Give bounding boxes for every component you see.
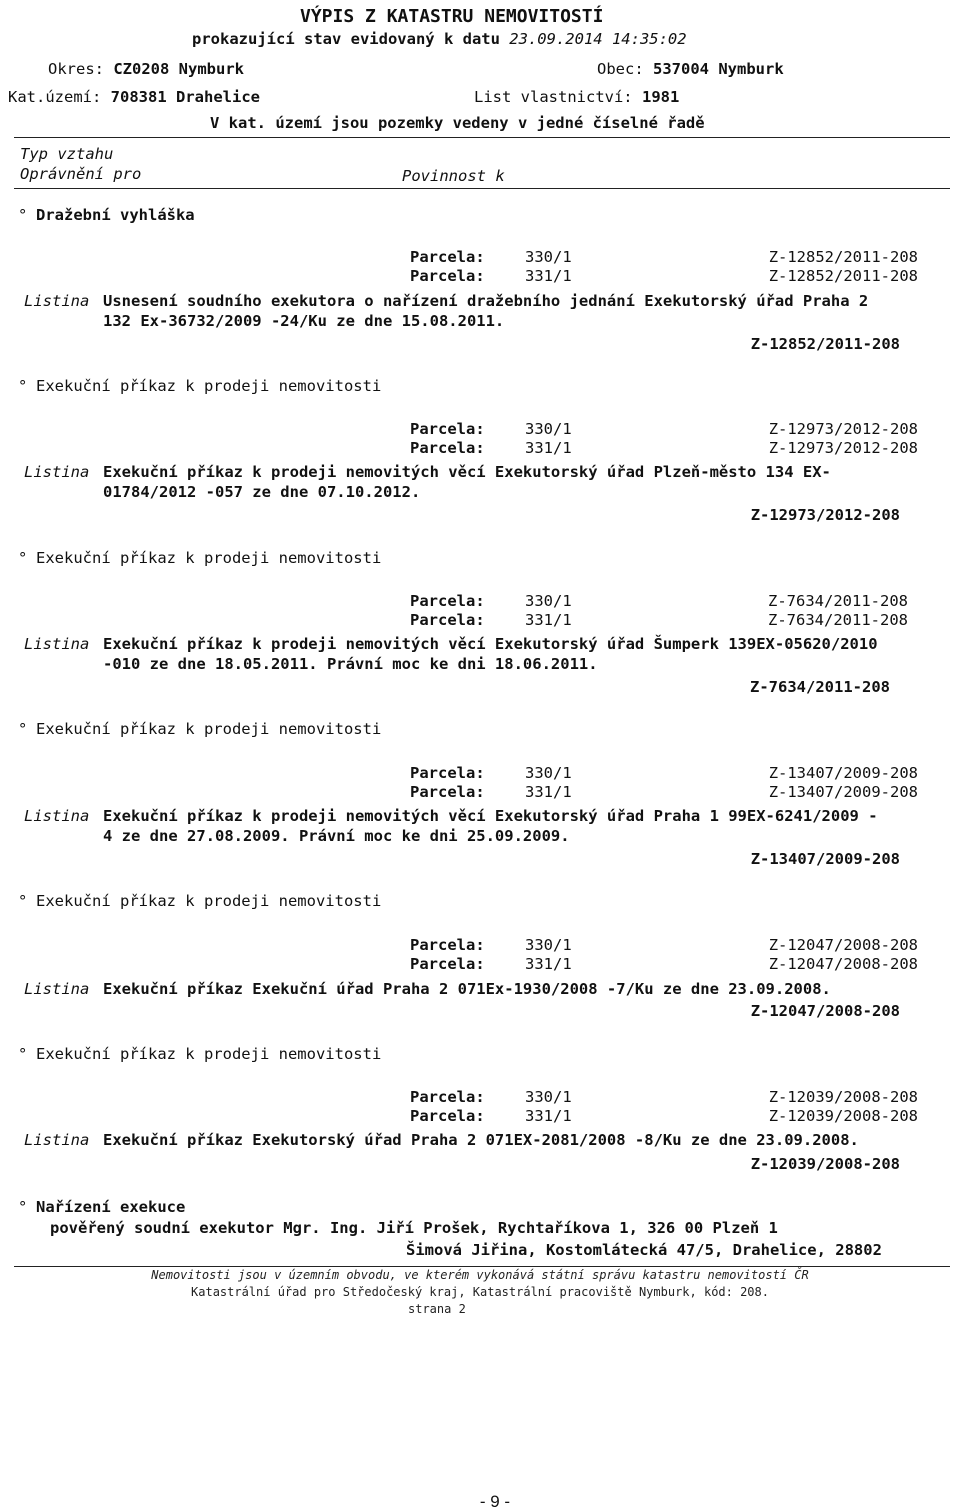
- listina-ref: Z-12852/2011-208: [750, 335, 900, 353]
- document-subtitle: [192, 30, 687, 48]
- katuzemi-value: 708381 Drahelice: [110, 88, 260, 106]
- parcel-label: Parcela:: [410, 439, 485, 457]
- obec-value: 537004 Nymburk: [653, 60, 784, 78]
- parcel-ref: Z-12047/2008-208: [768, 936, 918, 954]
- column-typ-vztahu: Typ vztahu: [20, 145, 114, 163]
- parcel-label: Parcela:: [410, 1088, 485, 1106]
- footer-rule: [14, 1266, 950, 1267]
- parcel-ref: Z-12973/2012-208: [768, 439, 918, 457]
- obligor-line: Šimová Jiřina, Kostomlátecká 47/5, Drahelice, 28802: [406, 1241, 882, 1259]
- parcel-number: 330/1: [525, 764, 572, 782]
- listina-label: Listina: [24, 635, 90, 653]
- header-rule: [14, 137, 950, 138]
- katuzemi-field: [8, 88, 260, 106]
- parcel-label: Parcela:: [410, 955, 485, 973]
- executor-line: pověřený soudní exekutor Mgr. Ing. Jiří Prošek, Rychtaříkova 1, 326 00 Plzeň 1: [50, 1219, 778, 1237]
- parcel-number: 330/1: [525, 420, 572, 438]
- listina-ref: Z-7634/2011-208: [750, 678, 890, 696]
- subtitle-date: 23.09.2014 14:35:02: [509, 30, 687, 48]
- listina-text-line: 4 ze dne 27.08.2009. Právní moc ke dni 25.09.2009.: [103, 827, 570, 845]
- okres-value: CZ0208 Nymburk: [113, 60, 244, 78]
- listina-text-line: Exekuční příkaz Exekuční úřad Praha 2 071Ex-1930/2008 -7/Ku ze dne 23.09.2008.: [103, 980, 831, 998]
- parcel-number: 331/1: [525, 1107, 572, 1125]
- bullet-icon: °: [18, 892, 28, 910]
- parcel-ref: Z-12047/2008-208: [768, 955, 918, 973]
- document-title: VÝPIS Z KATASTRU NEMOVITOSTÍ: [300, 6, 604, 27]
- listina-ref: Z-12039/2008-208: [750, 1155, 900, 1173]
- columns-rule: [14, 188, 950, 189]
- parcel-label: Parcela:: [410, 764, 485, 782]
- listina-ref: Z-12047/2008-208: [750, 1002, 900, 1020]
- parcel-ref: Z-7634/2011-208: [768, 611, 908, 629]
- parcel-label: Parcela:: [410, 1107, 485, 1125]
- subtitle-label: prokazující stav evidovaný k datu: [192, 30, 500, 48]
- obec-label: Obec:: [597, 60, 644, 78]
- entry-title: Exekuční příkaz k prodeji nemovitosti: [36, 720, 382, 738]
- bullet-icon: °: [18, 1045, 28, 1063]
- footer-line: Nemovitosti jsou v územním obvodu, ve kterém vykonává státní správu katastru nemovitostí ČR: [151, 1268, 809, 1282]
- parcel-ref: Z-13407/2009-208: [768, 783, 918, 801]
- parcel-ref: Z-7634/2011-208: [768, 592, 908, 610]
- parcel-ref: Z-13407/2009-208: [768, 764, 918, 782]
- obec-field: [597, 60, 784, 78]
- listina-text-line: -010 ze dne 18.05.2011. Právní moc ke dni 18.06.2011.: [103, 655, 598, 673]
- parcel-label: Parcela:: [410, 592, 485, 610]
- entry-title: Exekuční příkaz k prodeji nemovitosti: [36, 549, 382, 567]
- bullet-icon: °: [18, 377, 28, 395]
- listina-label: Listina: [24, 980, 90, 998]
- parcel-number: 331/1: [525, 783, 572, 801]
- okres-label: Okres:: [48, 60, 104, 78]
- column-povinnost-k: Povinnost k: [402, 167, 505, 185]
- bullet-icon: °: [18, 549, 28, 567]
- listina-text-line: 132 Ex-36732/2009 -24/Ku ze dne 15.08.2011.: [103, 312, 505, 330]
- listina-label: Listina: [24, 1131, 90, 1149]
- page-number: - 9 -: [479, 1492, 511, 1511]
- entry-title: Nařízení exekuce: [36, 1198, 186, 1216]
- katuzemi-label: Kat.území:: [8, 88, 102, 106]
- list-field: [474, 88, 679, 106]
- parcel-label: Parcela:: [410, 611, 485, 629]
- parcel-label: Parcela:: [410, 267, 485, 285]
- parcel-ref: Z-12852/2011-208: [768, 248, 918, 266]
- parcel-label: Parcela:: [410, 936, 485, 954]
- parcel-number: 330/1: [525, 936, 572, 954]
- parcel-ref: Z-12973/2012-208: [768, 420, 918, 438]
- column-opravneni-pro: Oprávnění pro: [20, 165, 142, 183]
- listina-ref: Z-12973/2012-208: [750, 506, 900, 524]
- entry-title: Dražební vyhláška: [36, 206, 195, 224]
- footer-line: Katastrální úřad pro Středočeský kraj, Katastrální pracoviště Nymburk, kód: 208.: [191, 1285, 769, 1299]
- entry-title: Exekuční příkaz k prodeji nemovitosti: [36, 892, 382, 910]
- parcel-ref: Z-12852/2011-208: [768, 267, 918, 285]
- parcel-number: 331/1: [525, 955, 572, 973]
- parcel-series-note: V kat. území jsou pozemky vedeny v jedné číselné řadě: [210, 114, 705, 132]
- listina-label: Listina: [24, 292, 90, 310]
- listina-text-line: Usnesení soudního exekutora o nařízení dražebního jednání Exekutorský úřad Praha 2: [103, 292, 869, 310]
- listina-text-line: Exekuční příkaz k prodeji nemovitých věcí Exekutorský úřad Plzeň-město 134 EX-: [103, 463, 831, 481]
- footer-page-label: strana 2: [408, 1302, 466, 1316]
- parcel-ref: Z-12039/2008-208: [768, 1107, 918, 1125]
- parcel-ref: Z-12039/2008-208: [768, 1088, 918, 1106]
- parcel-label: Parcela:: [410, 420, 485, 438]
- bullet-icon: °: [18, 206, 28, 224]
- bullet-icon: °: [18, 720, 28, 738]
- listina-text-line: Exekuční příkaz Exekutorský úřad Praha 2 071EX-2081/2008 -8/Ku ze dne 23.09.2008.: [103, 1131, 859, 1149]
- okres-field: [48, 60, 244, 78]
- parcel-label: Parcela:: [410, 248, 485, 266]
- list-value: 1981: [641, 88, 680, 106]
- entry-title: Exekuční příkaz k prodeji nemovitosti: [36, 1045, 382, 1063]
- parcel-number: 330/1: [525, 248, 572, 266]
- listina-text-line: 01784/2012 -057 ze dne 07.10.2012.: [103, 483, 421, 501]
- listina-text-line: Exekuční příkaz k prodeji nemovitých věcí Exekutorský úřad Praha 1 99EX-6241/2009 -: [103, 807, 878, 825]
- list-label: List vlastnictví:: [474, 88, 633, 106]
- parcel-number: 331/1: [525, 267, 572, 285]
- listina-ref: Z-13407/2009-208: [750, 850, 900, 868]
- listina-label: Listina: [24, 807, 90, 825]
- parcel-number: 330/1: [525, 592, 572, 610]
- parcel-label: Parcela:: [410, 783, 485, 801]
- parcel-number: 330/1: [525, 1088, 572, 1106]
- bullet-icon: °: [18, 1198, 28, 1216]
- listina-text-line: Exekuční příkaz k prodeji nemovitých věcí Exekutorský úřad Šumperk 139EX-05620/2010: [103, 635, 878, 653]
- parcel-number: 331/1: [525, 611, 572, 629]
- entry-title: Exekuční příkaz k prodeji nemovitosti: [36, 377, 382, 395]
- listina-label: Listina: [24, 463, 90, 481]
- parcel-number: 331/1: [525, 439, 572, 457]
